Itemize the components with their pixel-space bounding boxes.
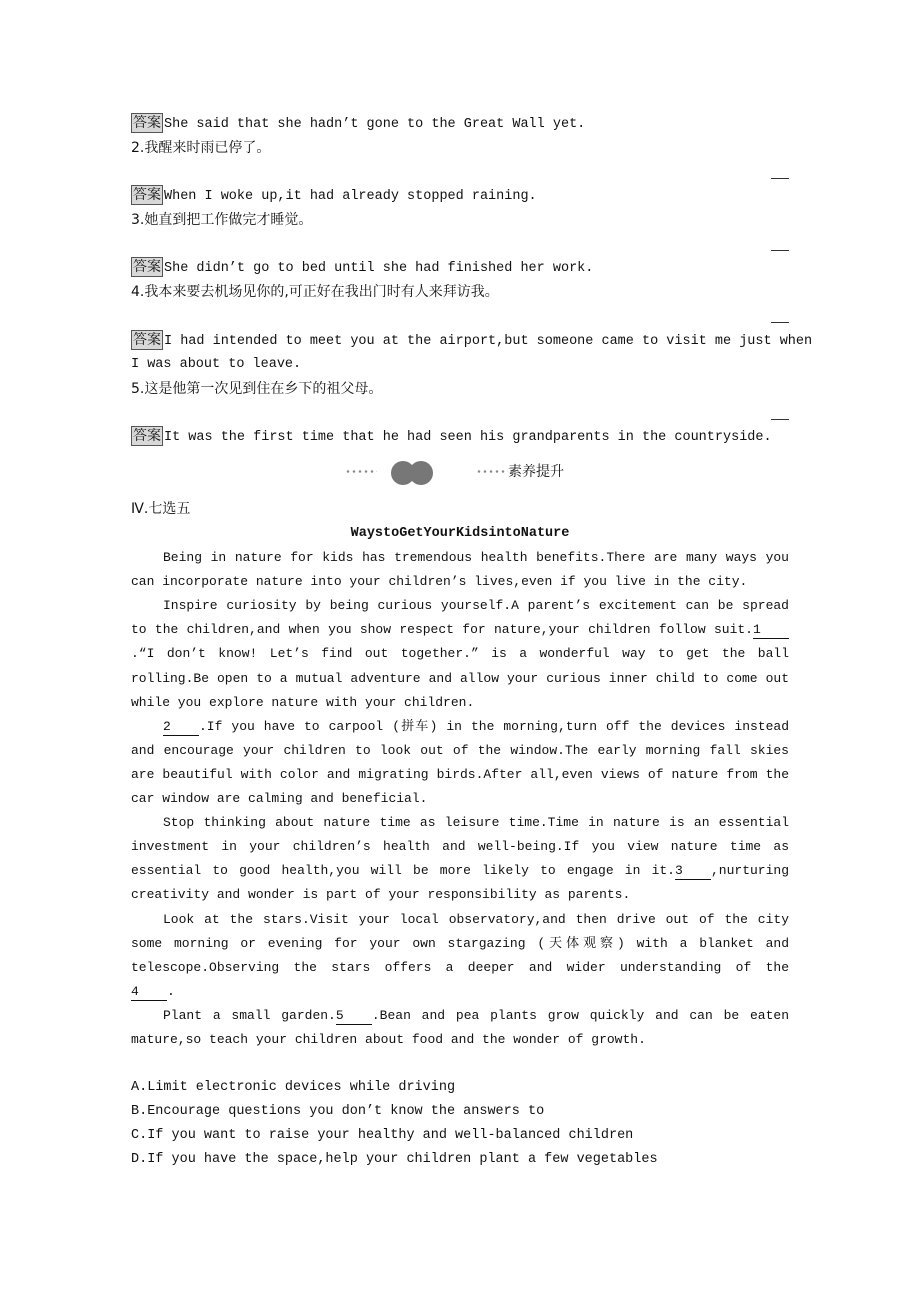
- passage-line: [131, 692, 789, 714]
- answer-blank-2: 2: [163, 719, 199, 736]
- answer-line-1: [131, 113, 585, 135]
- answer-blank-3: 3: [675, 863, 711, 880]
- passage-text: .Bean and pea plants grow quickly and can be eaten: [371, 1007, 789, 1023]
- answer-line-2: [131, 185, 537, 207]
- passage-text: .“I don’t know! Let’s find out together.” is a wonderful way to get the ball: [131, 646, 789, 662]
- dots-decoration: [476, 470, 508, 473]
- passage-line: [163, 547, 789, 569]
- passage-text: Being in nature for kids has tremendous health benefits.There are many ways you: [163, 550, 789, 565]
- answer-tag: 答案: [133, 332, 161, 348]
- section-banner: [345, 458, 625, 486]
- passage-text: investment in your children’s health and well-being.If you view nature time as: [131, 839, 789, 855]
- passage-text: creativity and wonder is part of your responsibility as parents.: [131, 887, 631, 903]
- option-c: C.If you want to raise your healthy and well-balanced children: [131, 1128, 634, 1143]
- answer-blank-1: 1: [753, 622, 789, 639]
- dots-decoration: [345, 470, 377, 473]
- answer-tag: 答案: [133, 428, 161, 444]
- passage-line: [131, 668, 789, 690]
- passage-text: ,nurturing: [710, 863, 789, 879]
- passage-line: [163, 716, 789, 738]
- answer-text: It was the first time that he had seen his grandparents in the countryside.: [164, 430, 772, 445]
- answer-blank-5: 5: [336, 1008, 372, 1025]
- circle-decoration-icon: [409, 461, 433, 485]
- passage-text: Plant a small garden.: [163, 1007, 336, 1023]
- passage-text: mature,so teach your children about food and the wonder of growth.: [131, 1032, 646, 1047]
- passage-line: [163, 1005, 789, 1027]
- passage-text: are beautiful with color and migrating birds.After all,even views of nature from the: [131, 766, 789, 782]
- passage-line: [131, 836, 789, 858]
- passage-line: [131, 571, 789, 593]
- question-3: 3.她直到把工作做完才睡觉。: [131, 212, 313, 228]
- blank-dash: [771, 250, 789, 251]
- blank-dash: [771, 419, 789, 420]
- passage-text: to the children,and when you show respect for nature,your children follow suit.: [131, 622, 753, 638]
- passage-line: [131, 788, 789, 810]
- passage-text: .: [167, 983, 175, 999]
- section-banner-label: 素养提升: [508, 464, 564, 480]
- passage-line: [131, 764, 789, 786]
- passage-line: [131, 740, 789, 762]
- answer-tag: 答案: [133, 115, 161, 131]
- passage-line: [131, 860, 789, 882]
- question-5: 5.这是他第一次见到住在乡下的祖父母。: [131, 381, 383, 397]
- option-a: A.Limit electronic devices while driving: [131, 1080, 456, 1095]
- passage-text: while you explore nature with your children.: [131, 694, 475, 710]
- answer-text: She said that she hadn’t gone to the Great Wall yet.: [164, 117, 586, 132]
- answer-tag: 答案: [133, 187, 161, 203]
- passage-line: [131, 643, 789, 665]
- passage-line: [131, 1029, 789, 1051]
- passage-text: Stop thinking about nature time as leisure time.Time in nature is an essential: [163, 815, 789, 831]
- passage-text: rolling.Be open to a mutual adventure and allow your curious inner child to come out: [131, 670, 789, 686]
- answer-tag: 答案: [133, 259, 161, 275]
- passage-text: Inspire curiosity by being curious yourself.A parent’s excitement can be spread: [163, 598, 789, 614]
- answer-blank-4: 4: [131, 984, 167, 1001]
- passage-line: [131, 619, 789, 641]
- section-heading: Ⅳ.七选五: [131, 501, 191, 517]
- passage-text: telescope.Observing the stars offers a deeper and wider understanding of the: [131, 959, 789, 975]
- option-d: D.If you have the space,help your children plant a few vegetables: [131, 1152, 658, 1167]
- passage-line: [131, 933, 789, 955]
- answer-line-3: [131, 257, 593, 279]
- passage-line: [163, 812, 789, 834]
- passage-text: can incorporate nature into your children’s lives,even if you live in the city.: [131, 574, 748, 590]
- answer-text: I had intended to meet you at the airport,but someone came to visit me just when: [164, 334, 813, 349]
- passage-text: essential to good health,you will be more likely to engage in it.: [131, 863, 675, 879]
- passage-text: and encourage your children to look out of the window.The early morning fall skies: [131, 742, 789, 758]
- answer-line-4-cont: I was about to leave.: [131, 357, 302, 372]
- answer-line-4: [131, 330, 812, 352]
- passage-line: [131, 981, 789, 1003]
- answer-text: When I woke up,it had already stopped raining.: [164, 189, 537, 204]
- passage-title: WaystoGetYourKidsintoNature: [350, 526, 570, 541]
- blank-dash: [771, 178, 789, 179]
- blank-dash: [771, 322, 789, 323]
- passage-line: [163, 909, 789, 931]
- question-2: 2.我醒来时雨已停了。: [131, 140, 271, 156]
- passage-text: some morning or evening for your own stargazing (天体观察) with a blanket and: [131, 935, 789, 951]
- option-b: B.Encourage questions you don’t know the answers to: [131, 1104, 545, 1119]
- question-4: 4.我本来要去机场见你的,可正好在我出门时有人来拜访我。: [131, 284, 499, 300]
- passage-text: car window are calming and beneficial.: [131, 791, 428, 806]
- answer-text: She didn’t go to bed until she had finished her work.: [164, 261, 594, 276]
- answer-line-5: [131, 426, 772, 448]
- passage-line: [131, 957, 789, 979]
- passage-line: [131, 884, 789, 906]
- passage-text: Look at the stars.Visit your local observatory,and then drive out of the city: [163, 911, 789, 927]
- passage-text: .If you have to carpool (拼车) in the morning,turn off the devices instead: [199, 718, 789, 734]
- passage-line: [163, 595, 789, 617]
